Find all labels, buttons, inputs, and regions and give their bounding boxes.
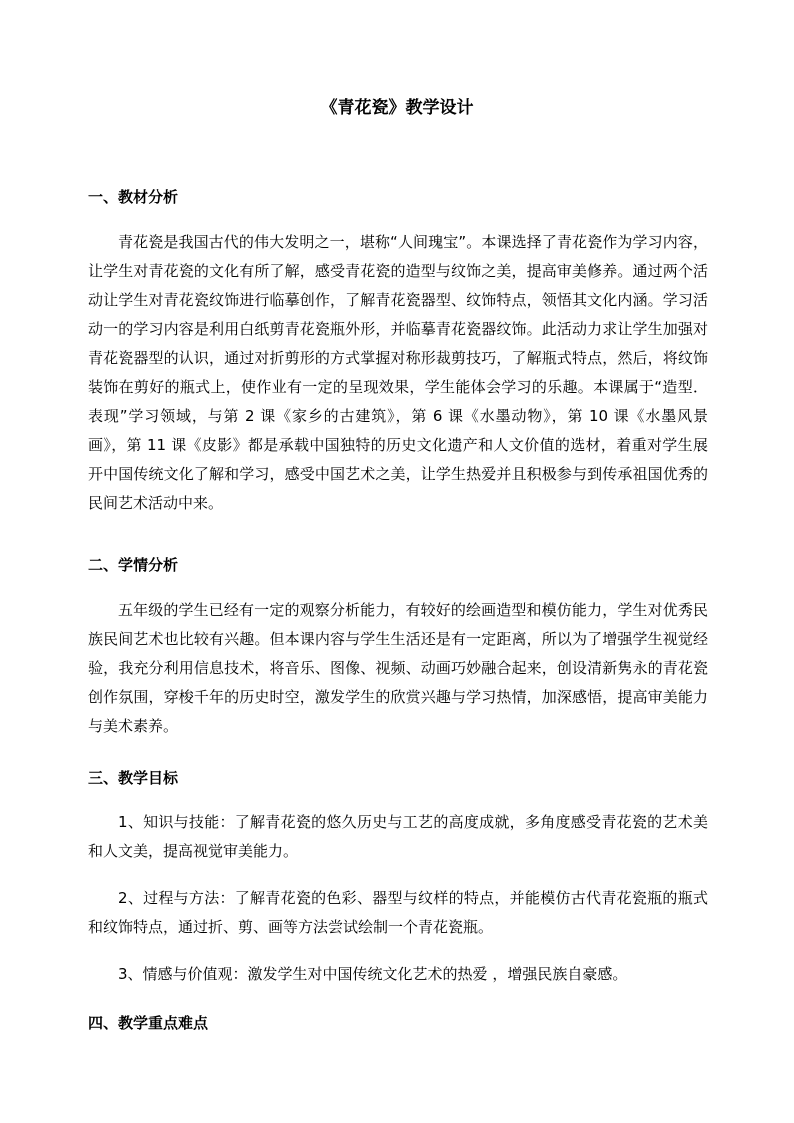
section-heading-teaching-goals: 三、教学目标 (88, 769, 179, 787)
section-heading-student-analysis: 二、学情分析 (88, 556, 179, 574)
section-heading-textbook-analysis: 一、教材分析 (88, 188, 179, 206)
document-title: 《青花瓷》教学设计 (320, 98, 474, 118)
student-analysis-paragraph: 五年级的学生已经有一定的观察分析能力，有较好的绘画造型和模仿能力，学生对优秀民族民间艺术也比较有兴趣。但本课内容与学生生活还是有一定距离，所以为了增强学生视觉经验，我充分利用信息技术，将音乐、图像、视频、动画巧妙融合起来，创设清新隽永的青花瓷创作氛围，穿梭千年的历史时空，激发学生的欣赏兴趣与学习热情，加深感悟，提高审美能力与美术素养。 (88, 601, 708, 735)
goal-process-methods: 2、过程与方法：了解青花瓷的色彩、器型与纹样的特点，并能模仿古代青花瓷瓶的瓶式和纹饰特点，通过折、剪、画等方法尝试绘制一个青花瓷瓶。 (88, 889, 708, 936)
goal-knowledge-skills: 1、知识与技能：了解青花瓷的悠久历史与工艺的高度成就，多角度感受青花瓷的艺术美和人文美，提高视觉审美能力。 (88, 813, 708, 860)
section-heading-key-difficulties: 四、教学重点难点 (88, 1014, 209, 1032)
goal-emotion-values: 3、情感与价值观：激发学生对中国传统文化艺术的热爱 ，增强民族自豪感。 (118, 965, 628, 983)
textbook-analysis-paragraph: 青花瓷是我国古代的伟大发明之一，堪称“人间瑰宝”。本课选择了青花瓷作为学习内容，让学生对青花瓷的文化有所了解，感受青花瓷的造型与纹饰之美，提高审美修养。通过两个活动让学生对青花瓷纹饰进行临摹创作，了解青花瓷器型、纹饰特点，领悟其文化内涵。学习活动一的学习内容是利用白纸剪青花瓷瓶外形，并临摹青花瓷器纹饰。此活动力求让学生加强对青花瓷器型的认识，通过对折剪形的方式掌握对称形裁剪技巧，了解瓶式特点，然后，将纹饰装饰在剪好的瓶式上，使作业有一定的呈现效果，学生能体会学习的乐趣。本课属于“造型．表现”学习领域，与第 2 课《家乡的古建筑》，第 6 课《水墨动物》，第 10 课《水墨风景画》，第 11 课《皮影》都是承载中国独特的历史文化遗产和人文价值的选材，着重对学生展开中国传统文化了解和学习，感受中国艺术之美，让学生热爱并且积极参与到传承祖国优秀的民间艺术活动中来。 (88, 233, 708, 512)
